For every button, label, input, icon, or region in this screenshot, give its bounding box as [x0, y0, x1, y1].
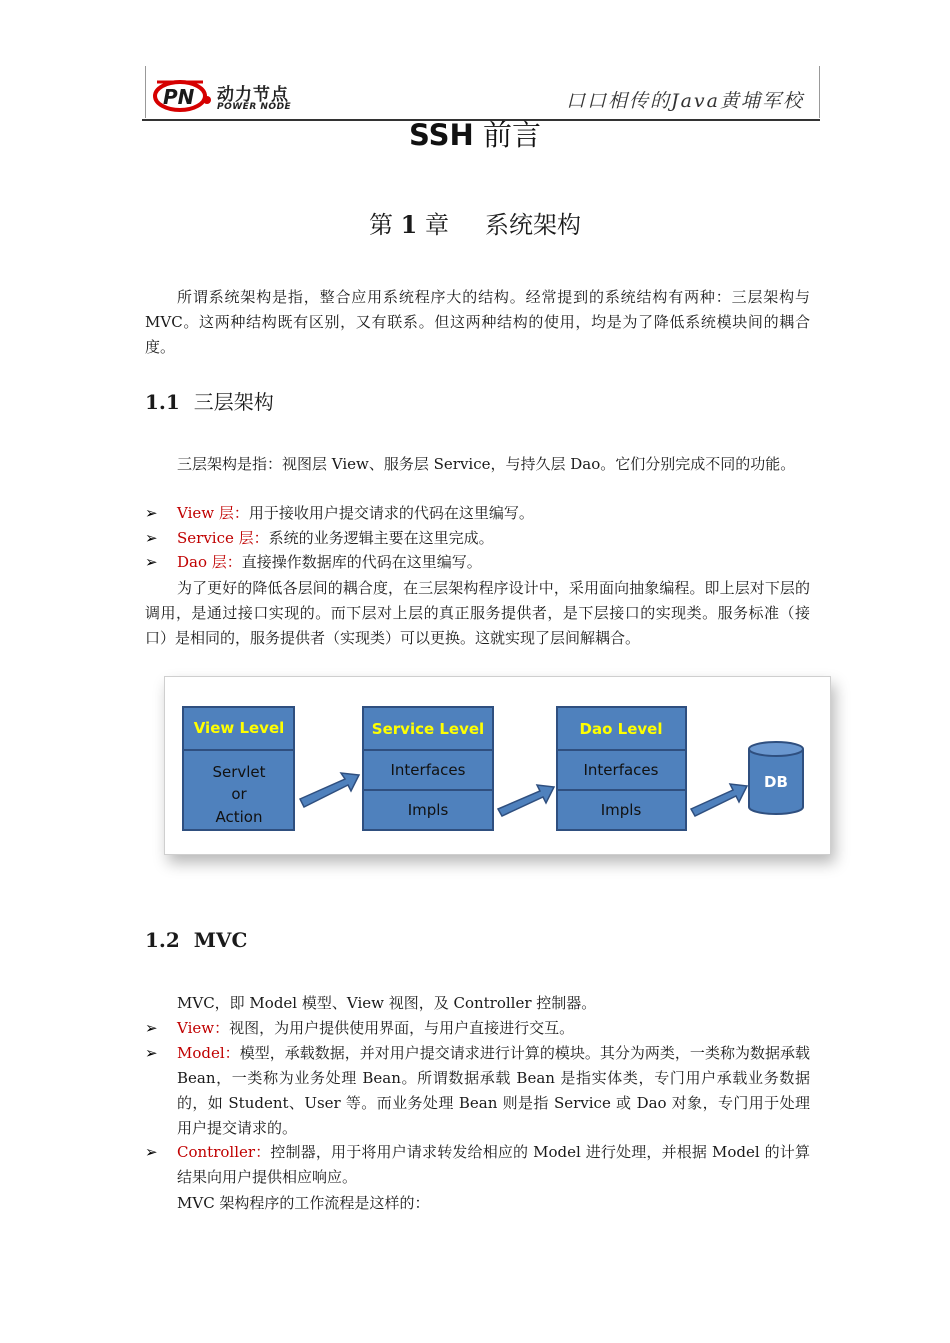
service-impls-label: Impls	[407, 801, 449, 819]
bullet-mvc-controller	[145, 1140, 810, 1190]
view-or-label: or	[231, 785, 247, 803]
bullet-text: 视图，为用户提供使用界面，与用户直接进行交互。	[229, 1019, 575, 1037]
bullet-text: 用于接收用户提交请求的代码在这里编写。	[248, 504, 534, 522]
power-node-logo	[153, 72, 303, 116]
bullet-text: 模型，承载数据，并对用户提交请求进行计算的模块。其分为两类，一类称为数据承载 Bean，一类称为业务处理 Bean。所谓数据承载 Bean 是指实体类，专门用户承载业务数据的，如 Student、User 等。而业务处理 Bean 则是指 Service 或 Dao 对象，专门用于处理用户提交请求的。	[177, 1044, 810, 1137]
arrow-service-to-dao-icon	[498, 785, 554, 816]
bullet-label: Model：	[177, 1044, 240, 1062]
service-interfaces-label: Interfaces	[390, 761, 466, 779]
bullet-label: Service 层：	[177, 529, 269, 547]
mvc-definition: MVC，即 Model 模型、View 视图，及 Controller 控制器。	[177, 994, 597, 1012]
bullet-text: 直接操作数据库的代码在这里编写。	[241, 553, 482, 571]
section-number: 1.1	[145, 390, 180, 414]
pn-logo-icon	[153, 74, 213, 114]
bullet-arrow-icon: ➢	[145, 553, 158, 571]
logo-chinese-text: 动力节点	[217, 85, 289, 105]
chapter-prefix: 第	[369, 211, 393, 239]
dao-impls-label: Impls	[600, 801, 642, 819]
bullet-label: View：	[177, 1019, 230, 1037]
bullet-arrow-icon: ➢	[145, 1019, 158, 1037]
arrow-view-to-service-icon	[300, 773, 359, 807]
title-latin: SSH	[409, 118, 474, 152]
bullet-service-layer	[145, 526, 810, 551]
bullet-view-layer	[145, 501, 810, 526]
arrow-dao-to-db-icon	[691, 784, 747, 816]
bullet-text: 控制器，用于将用户请求转发给相应的 Model 进行处理，并根据 Model 的计算结果向用户提供相应响应。	[177, 1143, 810, 1186]
logo-english-text: POWER NODE	[217, 102, 292, 112]
bullet-mvc-view	[145, 1016, 810, 1041]
database-icon	[749, 742, 803, 814]
document-title	[0, 113, 950, 154]
chapter-suffix: 章	[424, 211, 449, 239]
header-slogan: 口口相传的Java黄埔军校	[565, 90, 804, 112]
service-level-title: Service Level	[371, 720, 485, 738]
db-label: DB	[764, 773, 788, 791]
section-title: 三层架构	[193, 390, 274, 414]
three-tier-diagram-svg	[165, 677, 830, 854]
three-tier-definition: 三层架构是指：视图层 View、服务层 Service，与持久层 Dao。它们分别完成不同的功能。	[177, 455, 796, 473]
view-servlet-label: Servlet	[212, 763, 266, 781]
bullet-mvc-model	[145, 1041, 810, 1141]
chapter-heading	[0, 205, 950, 240]
bullet-text: 系统的业务逻辑主要在这里完成。	[268, 529, 494, 547]
decoupling-paragraph: 为了更好的降低各层间的耦合度，在三层架构程序设计中，采用面向抽象编程。即上层对下层的调用，是通过接口实现的。而下层对上层的真正服务提供者，是下层接口的实现类。服务标准（接口）是相同的，服务提供者（实现类）可以更换。这就实现了层间解耦合。	[145, 579, 810, 647]
header-right-rule	[819, 66, 820, 118]
dao-level-title: Dao Level	[579, 720, 663, 738]
bullet-label: Controller：	[177, 1143, 271, 1161]
chapter-name: 系统架构	[484, 211, 581, 239]
chapter-number: 1	[400, 210, 418, 239]
three-tier-diagram	[164, 676, 831, 855]
view-action-label: Action	[215, 808, 263, 826]
bullet-arrow-icon: ➢	[145, 1143, 158, 1161]
intro-paragraph: 所谓系统架构是指，整合应用系统程序大的结构。经常提到的系统结构有两种：三层架构与 MVC。这两种结构既有区别，又有联系。但这两种结构的使用，均是为了降低系统模块间的耦合度。	[145, 288, 810, 356]
bullet-label: View 层：	[177, 504, 249, 522]
dao-interfaces-label: Interfaces	[583, 761, 659, 779]
mvc-workflow-intro: MVC 架构程序的工作流程是这样的：	[177, 1194, 430, 1212]
section-1-1-heading	[145, 386, 274, 415]
view-level-title: View Level	[193, 719, 285, 737]
bullet-arrow-icon: ➢	[145, 529, 158, 547]
bullet-arrow-icon: ➢	[145, 504, 158, 522]
section-title: MVC	[193, 928, 248, 952]
section-number: 1.2	[145, 928, 180, 952]
title-cn: 前言	[473, 118, 541, 152]
section-1-2-heading	[145, 928, 261, 952]
bullet-dao-layer	[145, 550, 810, 575]
bullet-arrow-icon: ➢	[145, 1044, 158, 1062]
header-left-rule	[145, 66, 146, 118]
logo-mark-text: PN	[163, 85, 195, 109]
bullet-label: Dao 层：	[177, 553, 242, 571]
